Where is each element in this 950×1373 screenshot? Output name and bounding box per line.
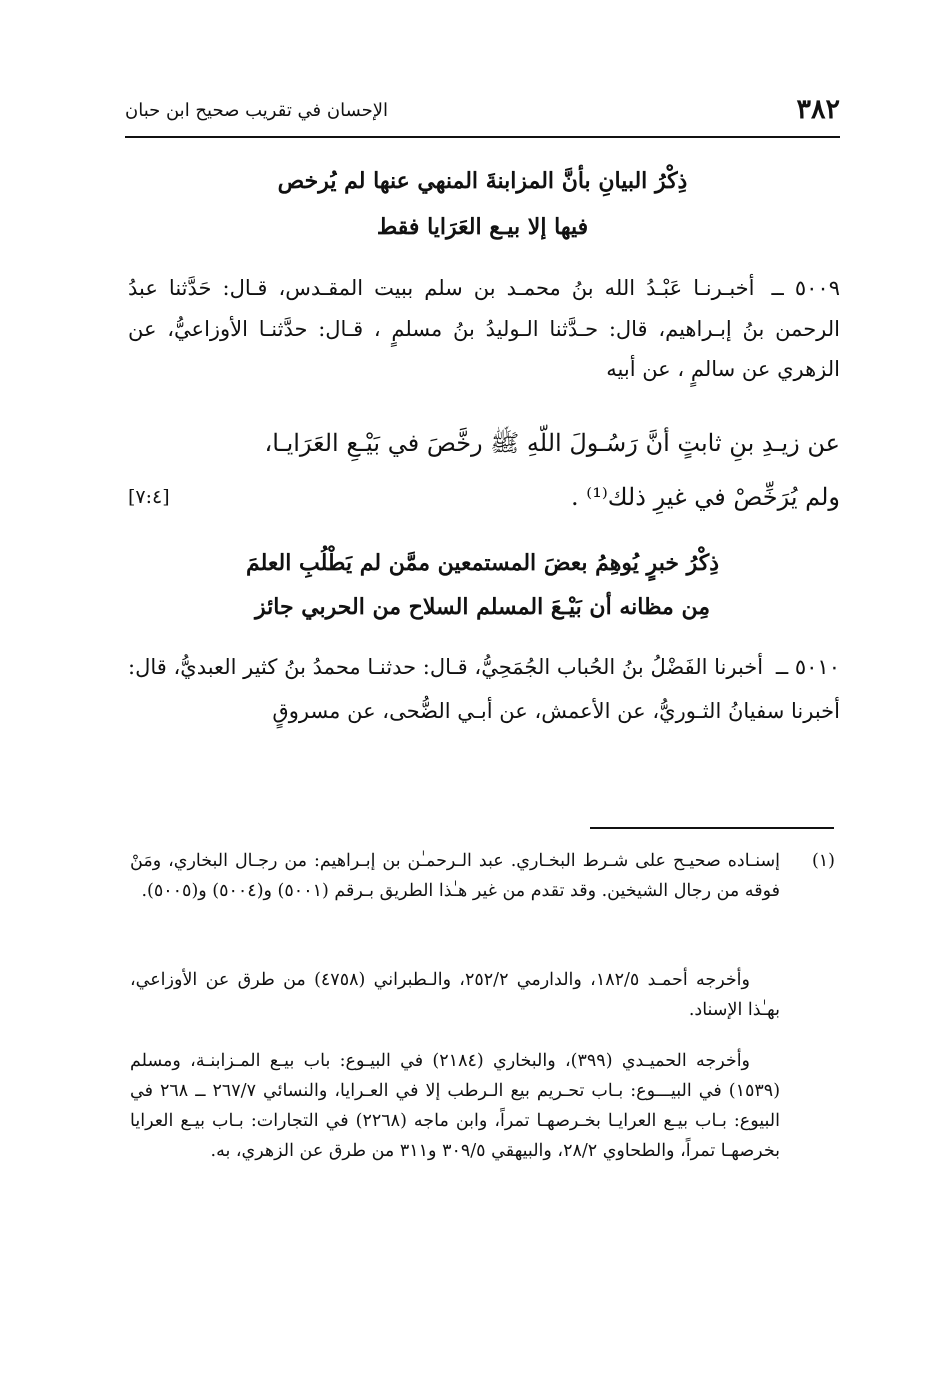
hadith-reference: [٧:٤] bbox=[128, 486, 170, 508]
footnote-paragraph-3: وأخرجه الحميـدي (٣٩٩)، والبخاري (٢١٨٤) في البيـوع: باب بيـع المـزابنـة، ومسلم (١٥٣٩) في البيـــوع: بـاب تحـريم بيع الـرطب إلا في العـرايا، والنسائي ٢٦٧/٧ ــ ٢٦٨ في البيوع: بـاب بيـع العرايـا بخـرصهـا تمراً، وابن ماجه (٢٢٦٨) في التجارات: بـاب بيـع العرايا بخرصهـا تمراً، والطحاوي ٢٨/٢، والبيهقي ٣٠٩/٥ و٣١١ من طرق عن الزهري، به. bbox=[130, 1051, 781, 1161]
isnad-text: أخبـرنـا عَبْـدُ الله بنُ محمـد بن سلم ببيت المقـدس، قـال: حَدَّثنا عبدُ الرحمن بنُ إبـراهيم، قال: حـدَّثنا الـوليدُ بنُ مسلمٍ ، قـال: حدَّثنـا الأوزاعيُّ، عن الزهري عن سالمٍ ، عن أبيه bbox=[128, 276, 840, 381]
hadith-5010-isnad bbox=[128, 645, 840, 733]
hadith-number: ٥٠٠٩ ــ bbox=[771, 276, 840, 300]
hadith-number: ٥٠١٠ ــ bbox=[775, 655, 840, 679]
footnote-paragraph-1: إسنـاده صحيـح على شـرط البخـاري. عبد الـرحمـٰن بن إبـراهيم: من رجـال البخاري، ومَنْ فوقه من رجال الشيخين. وقد تقدم من غير هـٰذا الطريق بـرقم (٥٠٠١) و(٥٠٠٤) و(٥٠٠٥). bbox=[130, 851, 780, 901]
hadith-5009-isnad bbox=[128, 268, 840, 390]
running-title: الإحسان في تقريب صحيح ابن حبان bbox=[125, 100, 389, 121]
chapter-heading-1-line-2: فيها إلا بيـع العَرَايا فقط bbox=[376, 214, 589, 240]
footnote-marker: (١) bbox=[811, 851, 835, 871]
chapter-heading-2-line-2: مِن مظانه أن بَيْـعَ المسلم السلاح من الحربي جائز bbox=[254, 594, 710, 620]
isnad-text: أخبرنا الفَضْلُ بنُ الحُباب الجُمَحِيُّ، قـال: حدثنـا محمدُ بنُ كثير العبديُّ، قال: أخبرنا سفيانُ الثـوريُّ، عن الأعمش، عن أبـي الضُّحى، عن مسروقٍ bbox=[128, 655, 840, 723]
footnote-separator bbox=[590, 827, 834, 829]
hadith-5009-matn-line-1: عن زيـدِ بنِ ثابتٍ أنَّ رَسُـولَ اللّهِ ﷺ رخَّصَ في بَيْـعِ العَرَايـا، bbox=[264, 429, 840, 457]
footnote-paragraph-2: وأخرجه أحمـد ١٨٢/٥، والدارمي ٢٥٢/٢، والـطبراني (٤٧٥٨) من طرق عن الأوزاعي، بهـٰذا الإسناد. bbox=[130, 970, 780, 1020]
chapter-heading-1-line-1: ذِكْرُ البيانِ بأنَّ المزابنةَ المنهي عنها لم يُرخص bbox=[277, 168, 688, 194]
chapter-heading-2-line-1: ذِكْرُ خبرٍ يُوهِمُ بعضَ المستمعين ممَّن لم يَطْلُبِ العلمَ bbox=[246, 550, 719, 576]
hadith-5009-matn-line-2: ولم يُرَخِّصْ في غيرِ ذلك⁽¹⁾ . bbox=[571, 483, 840, 511]
page-number: ٣٨٢ bbox=[796, 94, 840, 125]
page-header bbox=[125, 92, 840, 138]
